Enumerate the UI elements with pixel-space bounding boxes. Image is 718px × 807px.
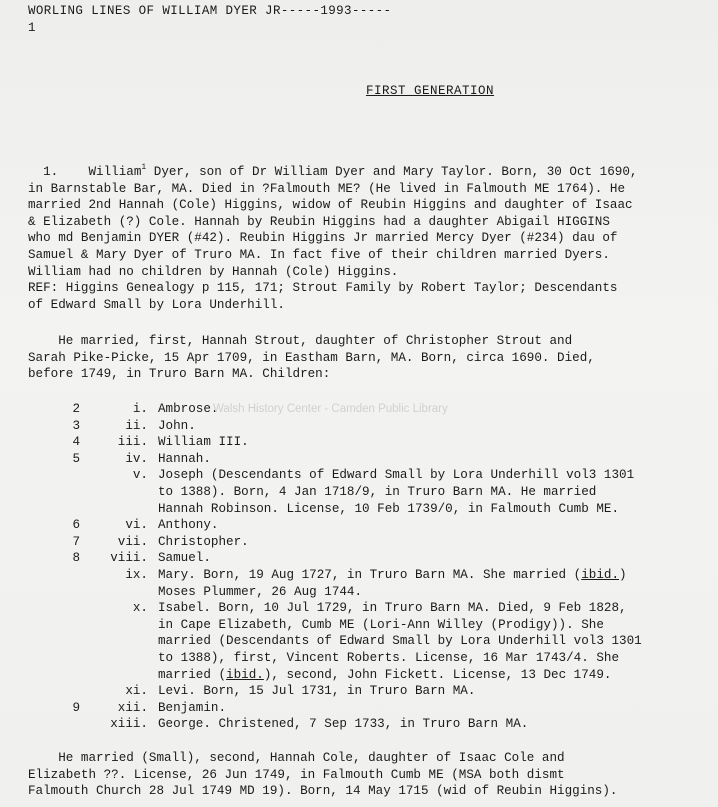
child-row: [0, 534, 718, 551]
child-roman-numeral: ix.: [125, 567, 148, 582]
child-roman-numeral: vi.: [125, 518, 148, 533]
child-row: [0, 667, 718, 684]
child-text: Levi. Born, 15 Jul 1731, in Truro Barn MA.: [158, 684, 476, 699]
child-text: married (ibid.), second, John Fickett. License, 13 Dec 1749.: [158, 667, 612, 682]
child-row: [0, 517, 718, 534]
marriage-line: Falmouth Church 28 Jul 1749 MD 19). Born, 14 May 1715 (wid of Reubin Higgins).: [28, 784, 618, 799]
child-number: 6: [72, 518, 80, 533]
child-text: Samuel.: [158, 551, 211, 566]
marriage-line: Sarah Pike-Picke, 15 Apr 1709, in Eastham Barn, MA. Born, circa 1690. Died,: [28, 350, 595, 365]
entry-name: William: [88, 165, 142, 179]
child-number: 2: [72, 402, 80, 416]
marriage-line: He married, first, Hannah Strout, daughter of Christopher Strout and: [28, 334, 573, 348]
child-roman-numeral: x.: [132, 601, 148, 616]
child-roman-numeral: iv.: [125, 451, 148, 466]
marriage-line: Elizabeth ??. License, 26 Jun 1749, in Falmouth Cumb ME (MSA both dismt: [28, 767, 565, 782]
child-roman-numeral: vii.: [117, 534, 148, 549]
child-roman-numeral: viii.: [110, 551, 148, 566]
child-row: [0, 633, 718, 650]
child-text: married (Descendants of Edward Small by Lora Underhill vol3 1301: [158, 634, 642, 649]
child-text: George. Christened, 7 Sep 1733, in Truro Barn MA.: [158, 717, 529, 732]
entry-william-dyer: [28, 164, 637, 313]
child-row: [0, 567, 718, 584]
child-number: 8: [72, 551, 80, 566]
entry-line: in Barnstable Bar, MA. Died in ?Falmouth ME? (He lived in Falmouth ME 1764). He: [28, 181, 626, 196]
child-text: Anthony.: [158, 518, 219, 533]
child-number: 3: [72, 418, 80, 433]
child-text: Hannah Robinson. License, 10 Feb 1739/0, in Falmouth Cumb ME.: [158, 501, 620, 516]
library-watermark: Walsh History Center - Camden Public Library: [213, 403, 448, 415]
child-roman-numeral: xiii.: [110, 717, 148, 732]
child-text: in Cape Elizabeth, Cumb ME (Lori-Ann Willey (Prodigy)). She: [158, 617, 604, 632]
entry-line: & Elizabeth (?) Cole. Hannah by Reubin Higgins had a daughter Abigail HIGGINS: [28, 214, 610, 229]
children-list: [0, 401, 718, 733]
entry-text: Dyer, son of Dr William Dyer and Mary Taylor. Born, 30 Oct 1690,: [146, 165, 638, 179]
child-number: 7: [72, 534, 80, 549]
child-row: [0, 716, 718, 733]
entry-number: 1.: [43, 165, 59, 179]
child-text: John.: [158, 418, 196, 433]
child-row: [0, 650, 718, 667]
marriage-line: He married (Small), second, Hannah Cole, daughter of Isaac Cole and: [28, 751, 565, 765]
child-row: [0, 584, 718, 601]
child-text: Mary. Born, 19 Aug 1727, in Truro Barn MA. She married (ibid.): [158, 567, 627, 582]
child-roman-numeral: xi.: [125, 684, 148, 699]
entry-line: Samuel & Mary Dyer of Truro MA. In fact five of their children married Dyers.: [28, 247, 610, 262]
entry-line: who md Benjamin DYER (#42). Reubin Higgins Jr married Mercy Dyer (#234) dau of: [28, 231, 618, 246]
marriage-line: before 1749, in Truro Barn MA. Children:: [28, 367, 331, 382]
child-number: 9: [72, 700, 80, 715]
child-roman-numeral: xii.: [117, 700, 148, 715]
child-text: to 1388). Born, 4 Jan 1718/9, in Truro Barn MA. He married: [158, 484, 597, 499]
child-text: Benjamin.: [158, 700, 227, 715]
child-text: Hannah.: [158, 451, 211, 466]
child-row: [0, 617, 718, 634]
page-number: 1: [28, 21, 36, 35]
child-row: [0, 501, 718, 518]
child-row: [0, 451, 718, 468]
child-text: Christopher.: [158, 534, 249, 549]
child-text: William III.: [158, 435, 249, 450]
child-row: [0, 550, 718, 567]
child-roman-numeral: i.: [132, 402, 148, 416]
entry-line: of Edward Small by Lora Underhill.: [28, 297, 285, 312]
entry-line: married 2nd Hannah (Cole) Higgins, widow of Reubin Higgins and daughter of Isaac: [28, 198, 633, 213]
entry-line: William had no children by Hannah (Cole) Higgins.: [28, 264, 399, 279]
child-row: [0, 434, 718, 451]
child-row: [0, 683, 718, 700]
child-text: Moses Plummer, 26 Aug 1744.: [158, 584, 363, 599]
child-text: Ambrose.: [158, 402, 219, 416]
child-roman-numeral: v.: [132, 468, 148, 483]
child-roman-numeral: iii.: [117, 435, 148, 450]
child-row: [0, 418, 718, 435]
page-header: WORLING LINES OF WILLIAM DYER JR-----1993-----: [28, 4, 392, 18]
child-text: Joseph (Descendants of Edward Small by Lora Underhill vol3 1301: [158, 468, 635, 483]
first-marriage-paragraph: [28, 333, 595, 383]
child-row: [0, 700, 718, 717]
child-text: Isabel. Born, 10 Jul 1729, in Truro Barn MA. Died, 9 Feb 1828,: [158, 601, 627, 616]
child-number: 5: [72, 451, 80, 466]
child-row: [0, 484, 718, 501]
footnote-marker: 1: [141, 163, 147, 172]
child-text: to 1388), first, Vincent Roberts. License, 16 Mar 1743/4. She: [158, 650, 620, 665]
child-roman-numeral: ii.: [125, 418, 148, 433]
entry-line: REF: Higgins Genealogy p 115, 171; Strout Family by Robert Taylor; Descendants: [28, 281, 618, 296]
section-title: FIRST GENERATION: [366, 84, 495, 98]
second-marriage-paragraph: [28, 750, 617, 800]
child-row: [0, 600, 718, 617]
child-number: 4: [72, 435, 80, 450]
child-row: [0, 467, 718, 484]
